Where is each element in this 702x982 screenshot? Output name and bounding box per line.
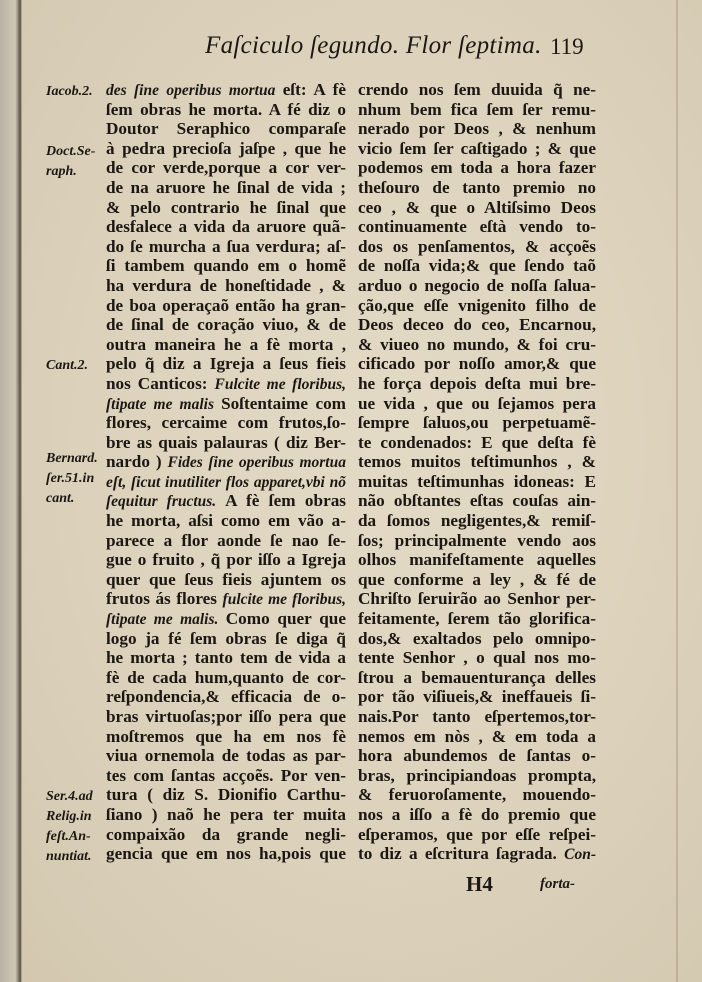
binding-edge <box>0 0 22 982</box>
margin-note <box>46 82 93 102</box>
text-line: ſempre ſaluos,ou perpetuamẽ- <box>358 413 596 433</box>
text-line: & pelo contrario he ſinal que <box>106 197 346 217</box>
text-line: nais.Por tanto eſpertemos,tor- <box>358 707 596 726</box>
margin-note-line: cant. <box>46 491 75 506</box>
text-line: tente Senhor , o qual nos mo- <box>358 648 596 668</box>
text-segment: frutos ás flores <box>106 589 223 609</box>
text-line: de ſinal de coração viuo, & de <box>106 315 346 335</box>
text-line: hora abundemos de ſantas o- <box>358 746 596 766</box>
margin-note <box>46 787 93 867</box>
text-line: desfalece a vida da aruore quã- <box>106 217 346 237</box>
margin-note <box>46 142 95 182</box>
text-line: he força depois deſta mui bre- <box>358 373 596 393</box>
text-line: dos os penſamentos, & acçoẽs <box>358 236 596 256</box>
text-line <box>106 80 346 100</box>
text-line: podemos em toda a hora fazer <box>358 158 596 178</box>
text-line: não obſtantes eſtas couſas ain- <box>358 491 596 511</box>
text-line: ha verdura de honeſtidade , & <box>106 275 346 295</box>
text-line: ſem obras he morta. A fé diz o <box>106 99 346 119</box>
text-line: muitas teſtimunhas idoneas: E <box>358 471 596 491</box>
text-line: viua ornemola de todas as par- <box>106 746 346 766</box>
margin-note-line: nuntiat. <box>46 849 92 864</box>
text-line: logo ja fé ſem obras ſe diga q̃ <box>106 628 346 648</box>
margin-note-line: Relig.in <box>46 809 92 824</box>
text-line: he morta, aſsi como em vão a- <box>106 511 346 531</box>
text-line: continuamente eſtà vendo to- <box>358 217 596 237</box>
text-line: flores, cercaime com frutos,ſo- <box>106 413 346 433</box>
text-line: vicio ſem ſer caſtigado ; & que <box>358 138 596 158</box>
text-line: ção,que eſſe vnigenito filho de <box>358 295 596 315</box>
page-fold <box>676 0 678 982</box>
text-line: bre as quais palauras ( diz Ber- <box>106 432 346 452</box>
margin-note-line: Ser.4.ad <box>46 789 93 804</box>
text-line: reſpondencia,& efficacia de o- <box>106 687 346 707</box>
text-line: gencia que em nos ha,pois que <box>106 844 346 864</box>
margin-note-line: Bernard. <box>46 451 98 466</box>
text-line: bras virtuoſas;por iſſo pera que <box>106 707 346 726</box>
text-segment: nos Canticos: <box>106 373 215 393</box>
text-line: de noſſa vida;& que ſendo taõ <box>358 256 596 276</box>
margin-note <box>46 449 98 509</box>
page-number: 119 <box>550 34 584 59</box>
text-line: quer que ſeus fieis ajuntem os <box>106 569 346 589</box>
margin-note-line: ſer.51.in <box>46 471 95 486</box>
text-line: nerado por Deos , & nenhum <box>358 119 596 139</box>
latin-quote-segment: fulcite me floribus, <box>222 591 346 609</box>
text-line: de na aruore he ſinal de vida ; <box>106 177 346 197</box>
catchword: forta- <box>540 876 575 892</box>
latin-quote-segment: ſtipate me malis. <box>106 611 226 629</box>
text-line <box>106 452 346 472</box>
text-segment: to diz a eſcritura ſagrada. <box>358 844 565 864</box>
text-line: fè de cada hum,quanto de cor- <box>106 667 346 687</box>
text-segment: nardo ) <box>106 452 168 472</box>
text-line <box>106 374 346 394</box>
text-line: Deos deceo do ceo, Encarnou, <box>358 315 596 335</box>
text-line: bras, principiandoas prompta, <box>358 765 596 785</box>
latin-quote-segment: des ſine operibus mortua <box>106 82 283 99</box>
text-line: pelo q̃ diz a Igreja a ſeus fieis <box>106 354 346 374</box>
text-line: & viueo no mundo, & foi cru- <box>358 334 596 354</box>
text-line: cificado por noſſo amor,& que <box>358 354 596 374</box>
text-line: ſiano ) naõ he pera ter muita <box>106 804 346 824</box>
text-line: parece a flor aonde ſe nao ſe- <box>106 530 346 550</box>
text-line: crendo nos ſem duuida q̃ ne- <box>358 80 596 99</box>
margin-note-line: Cant.2. <box>46 358 89 373</box>
left-text-column <box>106 80 346 864</box>
margin-note-line: raph. <box>46 164 77 179</box>
text-line: olhos manifeſtamente aquelles <box>358 550 596 570</box>
text-line: ſtrou a bemauenturança delles <box>358 667 596 687</box>
text-line: compaixão da grande negli- <box>106 824 346 844</box>
text-line: ſos; principalmente vendo aos <box>358 530 596 550</box>
latin-quote-segment: Fulcite me floribus, <box>214 375 346 393</box>
latin-quote-segment: ſtipate me malis <box>106 395 222 413</box>
text-line <box>358 844 596 864</box>
text-line: he morta ; tanto tem de vida a <box>106 648 346 668</box>
text-line: theſouro de tanto premio no <box>358 177 596 197</box>
text-line: nos a iſſo a fè do premio que <box>358 804 596 824</box>
text-line: & feruoroſamente, mouendo- <box>358 785 596 805</box>
text-line: da ſomos negligentes,& remiſ- <box>358 511 596 531</box>
margin-note-line: feſt.An- <box>46 829 91 844</box>
text-line: Doutor Seraphico comparaſe <box>106 119 346 139</box>
latin-quote-segment: Con- <box>564 846 596 864</box>
text-line: por tão viſiueis,& ineffaueis ſi- <box>358 687 596 707</box>
text-line: tura ( diz S. Dionifio Carthu- <box>106 785 346 805</box>
text-line: temos muitos teſtimunhos , & <box>358 452 596 472</box>
text-line: de cor verde,porque a cor ver- <box>106 158 346 178</box>
text-segment: eſt: A fè <box>282 80 347 99</box>
text-line: gue o fruito , q̃ por iſſo a Igreja <box>106 550 346 570</box>
latin-quote-segment: Fides ſine operibus mortua <box>167 454 346 472</box>
margin-note <box>46 356 88 376</box>
text-line: outra maneira he a fè morta , <box>106 334 346 354</box>
text-line: eſperamos, que por eſſe reſpei- <box>358 824 596 844</box>
latin-quote-segment: eſt, ſicut inutiliter flos apparet,vbi nõ <box>106 473 346 491</box>
text-line: que conforme a ley , & fé de <box>358 569 596 589</box>
signature-mark: H4 <box>466 872 493 896</box>
text-line: nemos em nòs , & em toda a <box>358 726 596 746</box>
text-segment: A fè ſem obras <box>225 491 346 511</box>
running-title: Faſciculo ſegundo. Flor ſeptima. <box>205 32 542 59</box>
text-line: ue vida , que ou ſejamos pera <box>358 393 596 413</box>
text-line: Chriſto ſeruirão ao Senhor per- <box>358 589 596 609</box>
text-line: à pedra precioſa jaſpe , que he <box>106 138 346 158</box>
text-line: te condenados: E que deſta fè <box>358 432 596 452</box>
right-text-column <box>358 80 596 864</box>
margin-note-line: Doct.Se- <box>46 144 96 159</box>
text-line <box>106 394 346 414</box>
latin-quote-segment: ſequitur fructus. <box>106 493 226 511</box>
text-line: tes com ſantas acçoẽs. Por ven- <box>106 765 346 785</box>
text-line: de boa operaçaõ então ha gran- <box>106 295 346 315</box>
text-line <box>106 491 346 511</box>
text-segment: Como quer que <box>225 609 346 629</box>
text-line: ſi tambem quando em o homẽ <box>106 256 346 276</box>
text-line <box>106 472 346 492</box>
text-line: nhum bem fica ſem ſer remu- <box>358 99 596 119</box>
text-line: moſtremos que ha em nos fè <box>106 726 346 746</box>
text-line: arduo o negocio de noſſa ſalua- <box>358 275 596 295</box>
margin-note-line: Iacob.2. <box>46 84 93 99</box>
text-line: dos,& exaltados pelo omnipo- <box>358 628 596 648</box>
text-segment: Soſtentaime com <box>221 393 346 413</box>
text-line <box>106 589 346 609</box>
text-line: ceo , & que o Altiſsimo Deos <box>358 197 596 217</box>
text-line: feitamente, ſerem tão glorifica- <box>358 609 596 629</box>
text-line <box>106 609 346 629</box>
text-line: do ſe murcha a ſua verdura; aſ- <box>106 236 346 256</box>
